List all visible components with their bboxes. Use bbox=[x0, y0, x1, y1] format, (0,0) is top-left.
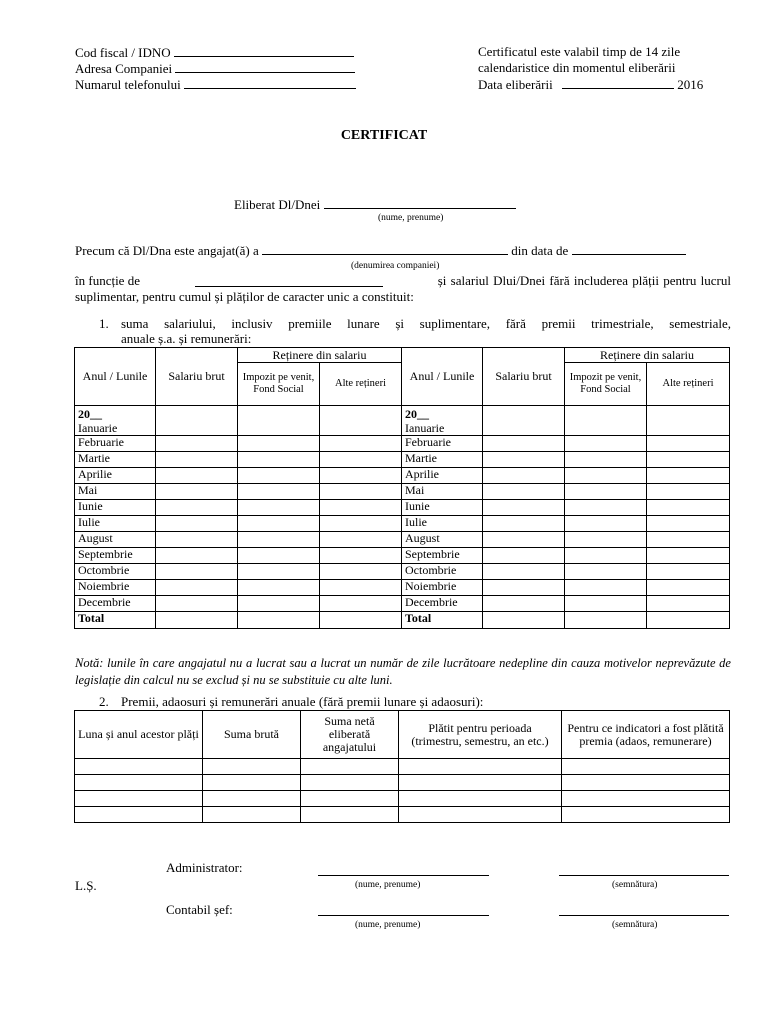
contabil-name-line[interactable] bbox=[318, 915, 489, 916]
administrator-signature-line[interactable] bbox=[559, 875, 729, 876]
month-label: Aprilie bbox=[402, 468, 483, 484]
bonus-cell[interactable] bbox=[203, 791, 301, 807]
bonus-cell[interactable] bbox=[75, 807, 203, 823]
salary-cell[interactable] bbox=[483, 532, 565, 548]
salary-cell[interactable] bbox=[238, 612, 320, 629]
administrator-name-line[interactable] bbox=[318, 875, 489, 876]
salary-cell[interactable] bbox=[156, 580, 238, 596]
salary-cell[interactable] bbox=[647, 532, 730, 548]
salary-cell[interactable] bbox=[565, 564, 647, 580]
salary-cell[interactable] bbox=[320, 500, 402, 516]
salary-cell[interactable] bbox=[483, 468, 565, 484]
salary-cell[interactable] bbox=[238, 596, 320, 612]
salary-cell[interactable] bbox=[238, 516, 320, 532]
total-label: Total bbox=[75, 612, 156, 629]
item1-text bbox=[121, 316, 731, 346]
salary-cell[interactable] bbox=[483, 436, 565, 452]
header-anul: Anul / Lunile bbox=[75, 348, 156, 406]
salary-cell[interactable] bbox=[320, 484, 402, 500]
salary-cell[interactable] bbox=[238, 580, 320, 596]
salary-cell[interactable] bbox=[238, 468, 320, 484]
month-label: Mai bbox=[75, 484, 156, 500]
salary-cell[interactable] bbox=[320, 580, 402, 596]
telefon-label: Numarul telefonului bbox=[75, 77, 181, 92]
company-field[interactable] bbox=[262, 242, 508, 255]
t2-header-suma-bruta: Suma brută bbox=[203, 711, 301, 759]
bonus-cell[interactable] bbox=[203, 807, 301, 823]
functie-field[interactable] bbox=[195, 274, 383, 287]
salary-cell[interactable] bbox=[565, 580, 647, 596]
year-month-cell bbox=[75, 406, 156, 436]
salary-cell[interactable] bbox=[156, 468, 238, 484]
header-right bbox=[478, 44, 703, 92]
functie-row bbox=[75, 273, 731, 305]
header-impozit: Impozit pe venit, Fond Social bbox=[238, 363, 320, 406]
eliberat-hint: (nume, prenume) bbox=[378, 213, 444, 223]
header-anul-2: Anul / Lunile bbox=[402, 348, 483, 406]
bonus-cell[interactable] bbox=[399, 759, 562, 775]
header-left bbox=[75, 44, 356, 92]
salary-cell[interactable] bbox=[565, 548, 647, 564]
ls-stamp-label: L.Ș. bbox=[75, 878, 97, 893]
din-data-field[interactable] bbox=[572, 242, 686, 255]
bonus-cell[interactable] bbox=[399, 775, 562, 791]
month-label: Iunie bbox=[402, 500, 483, 516]
salary-cell[interactable] bbox=[647, 580, 730, 596]
bonus-cell[interactable] bbox=[562, 807, 730, 823]
salary-cell[interactable] bbox=[483, 612, 565, 629]
contabil-label: Contabil șef: bbox=[166, 902, 233, 917]
bonus-cell[interactable] bbox=[562, 791, 730, 807]
contabil-signature-hint: (semnătura) bbox=[612, 920, 658, 930]
salary-cell[interactable] bbox=[565, 436, 647, 452]
data-eliberarii-label: Data eliberării bbox=[478, 77, 553, 92]
administrator-name-hint: (nume, prenume) bbox=[355, 880, 421, 890]
year-value: 2016 bbox=[677, 77, 704, 92]
bonus-cell[interactable] bbox=[399, 791, 562, 807]
valid-line-2: calendaristice din momentul eliberării bbox=[478, 60, 676, 75]
header-salariu: Salariu brut bbox=[156, 348, 238, 406]
salary-cell[interactable] bbox=[565, 532, 647, 548]
salary-cell[interactable] bbox=[647, 436, 730, 452]
valid-line-1: Certificatul este valabil timp de 14 zile bbox=[478, 44, 681, 59]
month-label: Octombrie bbox=[75, 564, 156, 580]
salary-cell[interactable] bbox=[238, 532, 320, 548]
bonus-cell[interactable] bbox=[75, 775, 203, 791]
salary-table bbox=[74, 347, 730, 629]
month-label: August bbox=[402, 532, 483, 548]
salary-cell[interactable] bbox=[565, 516, 647, 532]
salary-cell[interactable] bbox=[647, 468, 730, 484]
header-retinere: Reținere din salariu bbox=[238, 348, 402, 363]
salary-cell[interactable] bbox=[483, 580, 565, 596]
salary-cell[interactable] bbox=[156, 564, 238, 580]
salary-cell[interactable] bbox=[483, 596, 565, 612]
salary-cell[interactable] bbox=[238, 452, 320, 468]
month-label: Noiembrie bbox=[402, 580, 483, 596]
t2-header-indicatori: Pentru ce indicatori a fost plătită premia (adaos, remunerare) bbox=[562, 711, 730, 759]
salary-cell[interactable] bbox=[156, 406, 238, 436]
header-salariu-2: Salariu brut bbox=[483, 348, 565, 406]
salary-cell[interactable] bbox=[483, 516, 565, 532]
adresa-field[interactable] bbox=[175, 60, 355, 73]
salary-cell[interactable] bbox=[647, 596, 730, 612]
bonus-cell[interactable] bbox=[203, 775, 301, 791]
salary-cell[interactable] bbox=[565, 468, 647, 484]
month-label: Ianuarie bbox=[405, 421, 445, 435]
salary-cell[interactable] bbox=[320, 468, 402, 484]
salary-cell[interactable] bbox=[320, 564, 402, 580]
t2-header-platit: Plătit pentru perioada (trimestru, semestru, an etc.) bbox=[399, 711, 562, 759]
month-label: Ianuarie bbox=[78, 421, 118, 435]
salary-cell[interactable] bbox=[320, 452, 402, 468]
salary-cell[interactable] bbox=[156, 484, 238, 500]
salary-cell[interactable] bbox=[238, 548, 320, 564]
month-label: Februarie bbox=[75, 436, 156, 452]
month-label: Martie bbox=[75, 452, 156, 468]
table-row bbox=[75, 759, 730, 775]
salary-cell[interactable] bbox=[156, 532, 238, 548]
salary-cell[interactable] bbox=[565, 596, 647, 612]
salary-cell[interactable] bbox=[647, 516, 730, 532]
salary-cell[interactable] bbox=[483, 548, 565, 564]
page-title: CERTIFICAT bbox=[340, 128, 428, 143]
functie-line2: suplimentar, pentru cumul și plăților de caracter unic a constituit: bbox=[75, 289, 414, 304]
t2-header-suma-neta: Suma netă eliberată angajatului bbox=[301, 711, 399, 759]
month-label: Februarie bbox=[402, 436, 483, 452]
adresa-label: Adresa Companiei bbox=[75, 61, 173, 76]
table-row bbox=[75, 807, 730, 823]
note-text: Notă: lunile în care angajatul nu a lucrat sau a lucrat un număr de zile lucrătoare nedepline din cauza motivelor neprevăzute de legislație din calcul nu se exclud și nu se substituie cu alte luni. bbox=[75, 656, 731, 687]
salary-cell[interactable] bbox=[238, 436, 320, 452]
header-impozit-2: Impozit pe venit, Fond Social bbox=[565, 363, 647, 406]
table-row bbox=[75, 791, 730, 807]
salary-cell[interactable] bbox=[483, 484, 565, 500]
t2-header-luna: Luna și anul acestor plăți bbox=[75, 711, 203, 759]
salary-cell[interactable] bbox=[156, 548, 238, 564]
month-label: Mai bbox=[402, 484, 483, 500]
eliberat-field[interactable] bbox=[324, 196, 516, 209]
salary-cell[interactable] bbox=[320, 612, 402, 629]
header-alte-2: Alte rețineri bbox=[647, 363, 730, 406]
table-row bbox=[75, 775, 730, 791]
salary-cell[interactable] bbox=[565, 452, 647, 468]
salary-cell[interactable] bbox=[238, 406, 320, 436]
salary-cell[interactable] bbox=[483, 452, 565, 468]
item1-line2: anuale ș.a. și remunerări: bbox=[121, 331, 252, 346]
salary-cell[interactable] bbox=[156, 612, 238, 629]
bonus-cell[interactable] bbox=[75, 791, 203, 807]
item1-number: 1. bbox=[99, 316, 109, 331]
month-label: Iunie bbox=[75, 500, 156, 516]
item1-line1: suma salariului, inclusiv premiile lunare și suplimentare, fără premii trimestriale, semestriale, bbox=[121, 316, 731, 331]
bonus-cell[interactable] bbox=[562, 775, 730, 791]
salary-cell[interactable] bbox=[565, 612, 647, 629]
salary-cell[interactable] bbox=[647, 406, 730, 436]
salary-cell[interactable] bbox=[320, 532, 402, 548]
header-alte: Alte rețineri bbox=[320, 363, 402, 406]
salary-cell[interactable] bbox=[238, 484, 320, 500]
salary-cell[interactable] bbox=[320, 596, 402, 612]
contabil-signature-line[interactable] bbox=[559, 915, 729, 916]
salary-cell[interactable] bbox=[238, 500, 320, 516]
bonus-cell[interactable] bbox=[203, 759, 301, 775]
salary-cell[interactable] bbox=[483, 500, 565, 516]
month-label: Septembrie bbox=[402, 548, 483, 564]
company-hint: (denumirea companiei) bbox=[351, 261, 440, 271]
salary-cell[interactable] bbox=[647, 500, 730, 516]
eliberat-label: Eliberat Dl/Dnei bbox=[234, 197, 321, 212]
salary-cell[interactable] bbox=[565, 406, 647, 436]
salary-cell[interactable] bbox=[483, 406, 565, 436]
cod-fiscal-label: Cod fiscal / IDNO bbox=[75, 45, 171, 60]
salary-cell[interactable] bbox=[483, 564, 565, 580]
salary-cell[interactable] bbox=[647, 484, 730, 500]
eliberat-row bbox=[234, 196, 516, 213]
salary-cell[interactable] bbox=[156, 452, 238, 468]
month-label: Decembrie bbox=[75, 596, 156, 612]
administrator-label: Administrator: bbox=[166, 860, 243, 875]
salary-cell[interactable] bbox=[647, 612, 730, 629]
bonus-cell[interactable] bbox=[301, 759, 399, 775]
year-label: 20__ bbox=[405, 407, 429, 421]
salary-cell[interactable] bbox=[156, 516, 238, 532]
salary-cell[interactable] bbox=[647, 452, 730, 468]
item2-text: Premii, adaosuri și remunerări anuale (fără premii lunare și adaosuri): bbox=[121, 694, 484, 709]
salary-cell[interactable] bbox=[156, 500, 238, 516]
precum-row bbox=[75, 242, 731, 259]
din-data-label: din data de bbox=[511, 243, 569, 258]
salary-cell[interactable] bbox=[156, 436, 238, 452]
total-label: Total bbox=[402, 612, 483, 629]
bonus-cell[interactable] bbox=[75, 759, 203, 775]
month-label: Iulie bbox=[402, 516, 483, 532]
functie-label: în funcție de bbox=[75, 273, 140, 288]
month-label: Octombrie bbox=[402, 564, 483, 580]
bonus-cell[interactable] bbox=[399, 807, 562, 823]
contabil-name-hint: (nume, prenume) bbox=[355, 920, 421, 930]
month-label: Aprilie bbox=[75, 468, 156, 484]
month-label: Noiembrie bbox=[75, 580, 156, 596]
bonus-cell[interactable] bbox=[562, 759, 730, 775]
year-month-cell bbox=[402, 406, 483, 436]
month-label: Decembrie bbox=[402, 596, 483, 612]
bonus-cell[interactable] bbox=[301, 775, 399, 791]
month-label: August bbox=[75, 532, 156, 548]
salary-cell[interactable] bbox=[647, 548, 730, 564]
bonus-table bbox=[74, 710, 730, 823]
salary-cell[interactable] bbox=[156, 596, 238, 612]
salary-cell[interactable] bbox=[565, 500, 647, 516]
functie-line1-rest: și salariul Dlui/Dnei fără includerea plății pentru lucrul bbox=[437, 273, 731, 288]
salary-cell[interactable] bbox=[320, 516, 402, 532]
month-label: Septembrie bbox=[75, 548, 156, 564]
salary-cell[interactable] bbox=[647, 564, 730, 580]
telefon-field[interactable] bbox=[184, 76, 356, 89]
salary-cell[interactable] bbox=[320, 436, 402, 452]
data-eliberarii-field[interactable] bbox=[562, 76, 674, 89]
salary-cell[interactable] bbox=[320, 548, 402, 564]
year-label: 20__ bbox=[78, 407, 102, 421]
precum-label: Precum că Dl/Dna este angajat(ă) a bbox=[75, 243, 259, 258]
header-retinere-2: Reținere din salariu bbox=[565, 348, 730, 363]
salary-cell[interactable] bbox=[565, 484, 647, 500]
bonus-cell[interactable] bbox=[301, 791, 399, 807]
administrator-signature-hint: (semnătura) bbox=[612, 880, 658, 890]
month-label: Iulie bbox=[75, 516, 156, 532]
item2-number: 2. bbox=[99, 694, 109, 709]
cod-fiscal-field[interactable] bbox=[174, 44, 354, 57]
bonus-cell[interactable] bbox=[301, 807, 399, 823]
month-label: Martie bbox=[402, 452, 483, 468]
salary-cell[interactable] bbox=[320, 406, 402, 436]
salary-cell[interactable] bbox=[238, 564, 320, 580]
